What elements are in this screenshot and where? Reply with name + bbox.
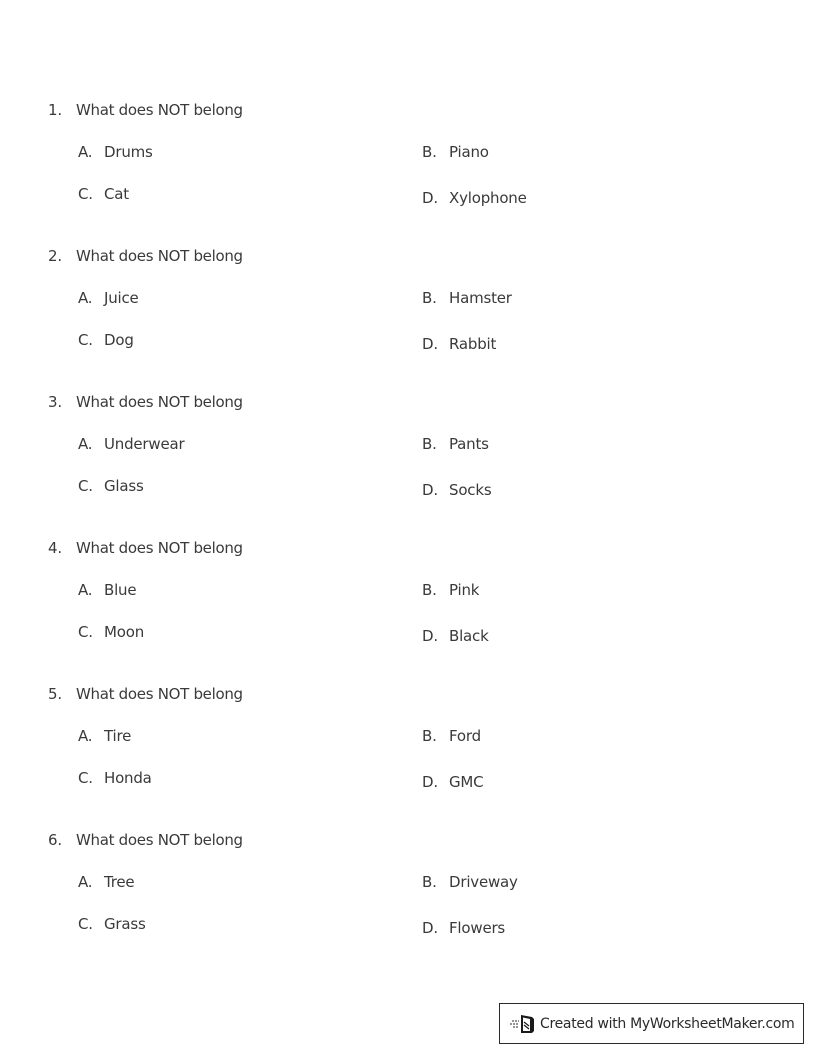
option-letter: B. <box>422 873 437 891</box>
option-letter: A. <box>78 143 93 161</box>
option-text: Xylophone <box>449 189 527 207</box>
option-text: Driveway <box>449 873 518 891</box>
option-letter: D. <box>422 919 438 937</box>
option-text: Drums <box>104 143 153 161</box>
option-text: Tree <box>104 873 135 891</box>
option-letter: C. <box>78 769 93 787</box>
option-text: Tire <box>104 727 132 745</box>
question-prompt: What does NOT belong <box>76 539 243 557</box>
option-text: Pink <box>449 581 480 599</box>
option-letter: D. <box>422 189 438 207</box>
option-text: Honda <box>104 769 152 787</box>
question-prompt: What does NOT belong <box>76 247 243 265</box>
question-6 <box>0 830 816 970</box>
footer-attribution-text: Created with MyWorksheetMaker.com <box>540 1016 795 1032</box>
option-text: Ford <box>449 727 481 745</box>
option-letter: A. <box>78 727 93 745</box>
question-3 <box>0 392 816 532</box>
option-text: Flowers <box>449 919 506 937</box>
option-text: Pants <box>449 435 489 453</box>
question-4 <box>0 538 816 678</box>
option-letter: D. <box>422 481 438 499</box>
option-letter: A. <box>78 435 93 453</box>
footer-attribution-badge[interactable] <box>499 1003 804 1044</box>
option-letter: D. <box>422 773 438 791</box>
option-letter: A. <box>78 289 93 307</box>
question-prompt: What does NOT belong <box>76 831 243 849</box>
option-letter: C. <box>78 915 93 933</box>
option-letter: B. <box>422 581 437 599</box>
question-2 <box>0 246 816 386</box>
question-number: 6. <box>48 831 62 849</box>
option-text: Rabbit <box>449 335 497 353</box>
option-text: Hamster <box>449 289 512 307</box>
option-letter: B. <box>422 143 437 161</box>
option-letter: C. <box>78 477 93 495</box>
question-1 <box>0 100 816 240</box>
option-letter: B. <box>422 727 437 745</box>
question-number: 4. <box>48 539 62 557</box>
option-letter: D. <box>422 627 438 645</box>
question-prompt: What does NOT belong <box>76 101 243 119</box>
option-text: GMC <box>449 773 484 791</box>
option-text: Glass <box>104 477 144 495</box>
option-text: Juice <box>104 289 139 307</box>
option-text: Blue <box>104 581 137 599</box>
question-number: 3. <box>48 393 62 411</box>
question-prompt: What does NOT belong <box>76 685 243 703</box>
option-text: Socks <box>449 481 492 499</box>
option-text: Piano <box>449 143 489 161</box>
option-letter: B. <box>422 435 437 453</box>
question-number: 2. <box>48 247 62 265</box>
question-prompt: What does NOT belong <box>76 393 243 411</box>
option-text: Black <box>449 627 489 645</box>
option-letter: A. <box>78 581 93 599</box>
option-letter: A. <box>78 873 93 891</box>
option-text: Underwear <box>104 435 185 453</box>
option-text: Moon <box>104 623 145 641</box>
option-letter: C. <box>78 623 93 641</box>
option-text: Grass <box>104 915 146 933</box>
option-text: Dog <box>104 331 134 349</box>
option-letter: D. <box>422 335 438 353</box>
option-letter: C. <box>78 185 93 203</box>
worksheet-maker-logo-icon <box>510 1013 536 1035</box>
option-text: Cat <box>104 185 129 203</box>
option-letter: B. <box>422 289 437 307</box>
question-number: 5. <box>48 685 62 703</box>
question-number: 1. <box>48 101 62 119</box>
question-5 <box>0 684 816 824</box>
option-letter: C. <box>78 331 93 349</box>
